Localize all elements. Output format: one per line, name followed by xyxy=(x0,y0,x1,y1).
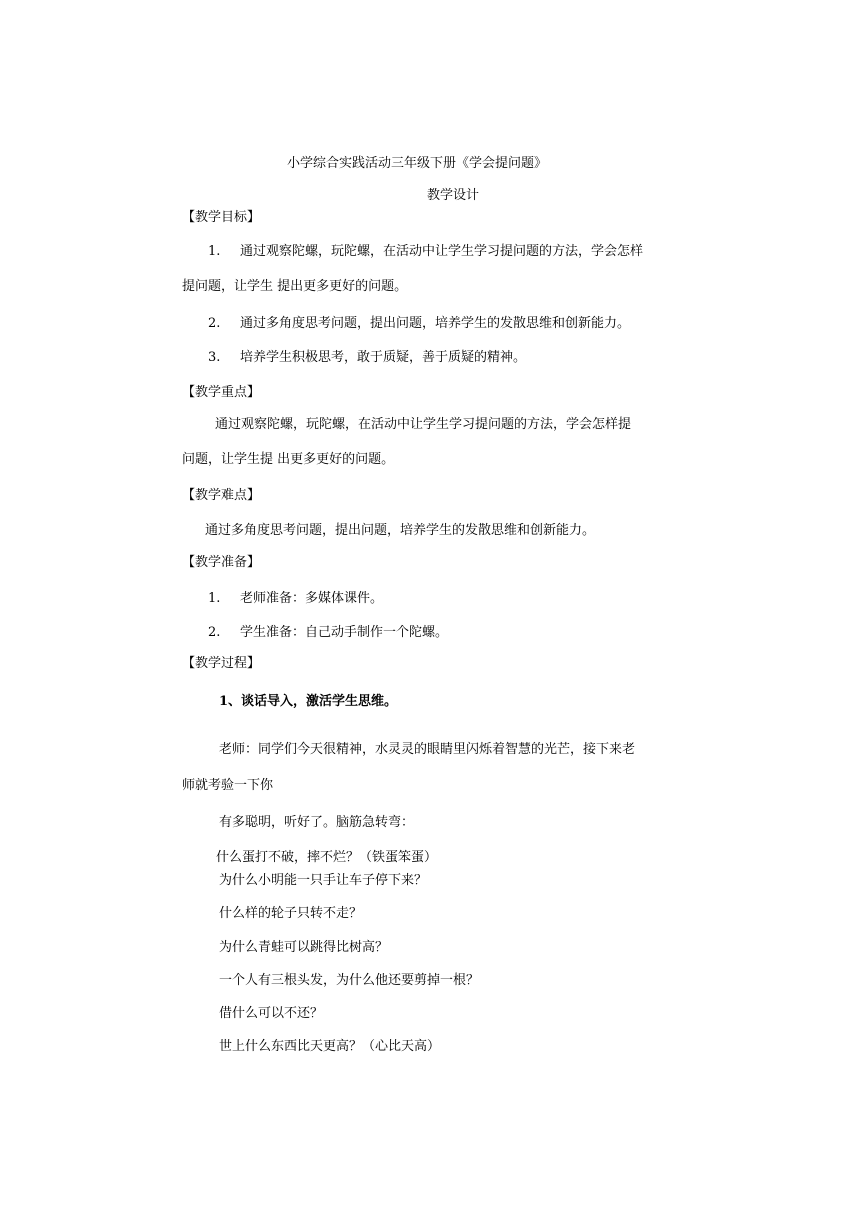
preparation-number: 1. xyxy=(208,591,221,606)
riddle-line: 什么样的轮子只转不走？ xyxy=(219,906,363,921)
key-points-heading: 【教学重点】 xyxy=(182,385,261,400)
doc-title: 小学综合实践活动三年级下册《学会提问题》 xyxy=(287,156,548,171)
riddle-line: 世上什么东西比天更高？（心比天高） xyxy=(219,1039,441,1054)
objective-number: 1. xyxy=(208,244,221,259)
riddle-line: 什么蛋打不破，摔不烂？（铁蛋笨蛋） xyxy=(216,850,438,865)
process-step-title: 1、谈话导入，激活学生思维。 xyxy=(219,694,398,709)
preparation-item: 学生准备：自己动手制作一个陀螺。 xyxy=(240,625,449,640)
riddle-line: 借什么可以不还？ xyxy=(219,1006,324,1021)
key-points-text-cont: 问题，让学生提 出更多更好的问题。 xyxy=(182,452,395,467)
preparation-heading: 【教学准备】 xyxy=(182,555,261,570)
objective-text: 培养学生积极思考，敢于质疑，善于质疑的精神。 xyxy=(240,350,527,365)
objective-number: 3. xyxy=(208,350,221,365)
doc-subtitle: 教学设计 xyxy=(427,188,480,203)
teacher-speech: 老师：同学们今天很精神，水灵灵的眼睛里闪烁着智慧的光芒，接下来老 xyxy=(219,742,636,757)
preparation-item: 老师准备：多媒体课件。 xyxy=(240,591,384,606)
preparation-number: 2. xyxy=(208,625,221,640)
riddle-line: 为什么小明能一只手让车子停下来？ xyxy=(219,873,428,888)
objective-number: 2. xyxy=(208,316,221,331)
difficulties-text: 通过多角度思考问题，提出问题，培养学生的发散思维和创新能力。 xyxy=(205,523,596,538)
riddle-line: 一个人有三根头发，为什么他还要剪掉一根？ xyxy=(219,973,480,988)
objective-text: 通过多角度思考问题，提出问题，培养学生的发散思维和创新能力。 xyxy=(240,316,631,331)
teacher-speech-cont: 有多聪明，听好了。脑筋急转弯： xyxy=(219,815,415,830)
process-heading: 【教学过程】 xyxy=(182,656,261,671)
difficulties-heading: 【教学难点】 xyxy=(182,488,261,503)
key-points-text: 通过观察陀螺，玩陀螺，在活动中让学生学习提问题的方法，学会怎样提 xyxy=(215,417,632,432)
teacher-speech-cont: 师就考验一下你 xyxy=(182,778,274,793)
objective-text-cont: 提问题，让学生 提出更多更好的问题。 xyxy=(182,279,408,294)
objectives-heading: 【教学目标】 xyxy=(182,210,261,225)
riddle-line: 为什么青蛙可以跳得比树高？ xyxy=(219,940,389,955)
objective-text: 通过观察陀螺，玩陀螺，在活动中让学生学习提问题的方法，学会怎样 xyxy=(240,244,644,259)
